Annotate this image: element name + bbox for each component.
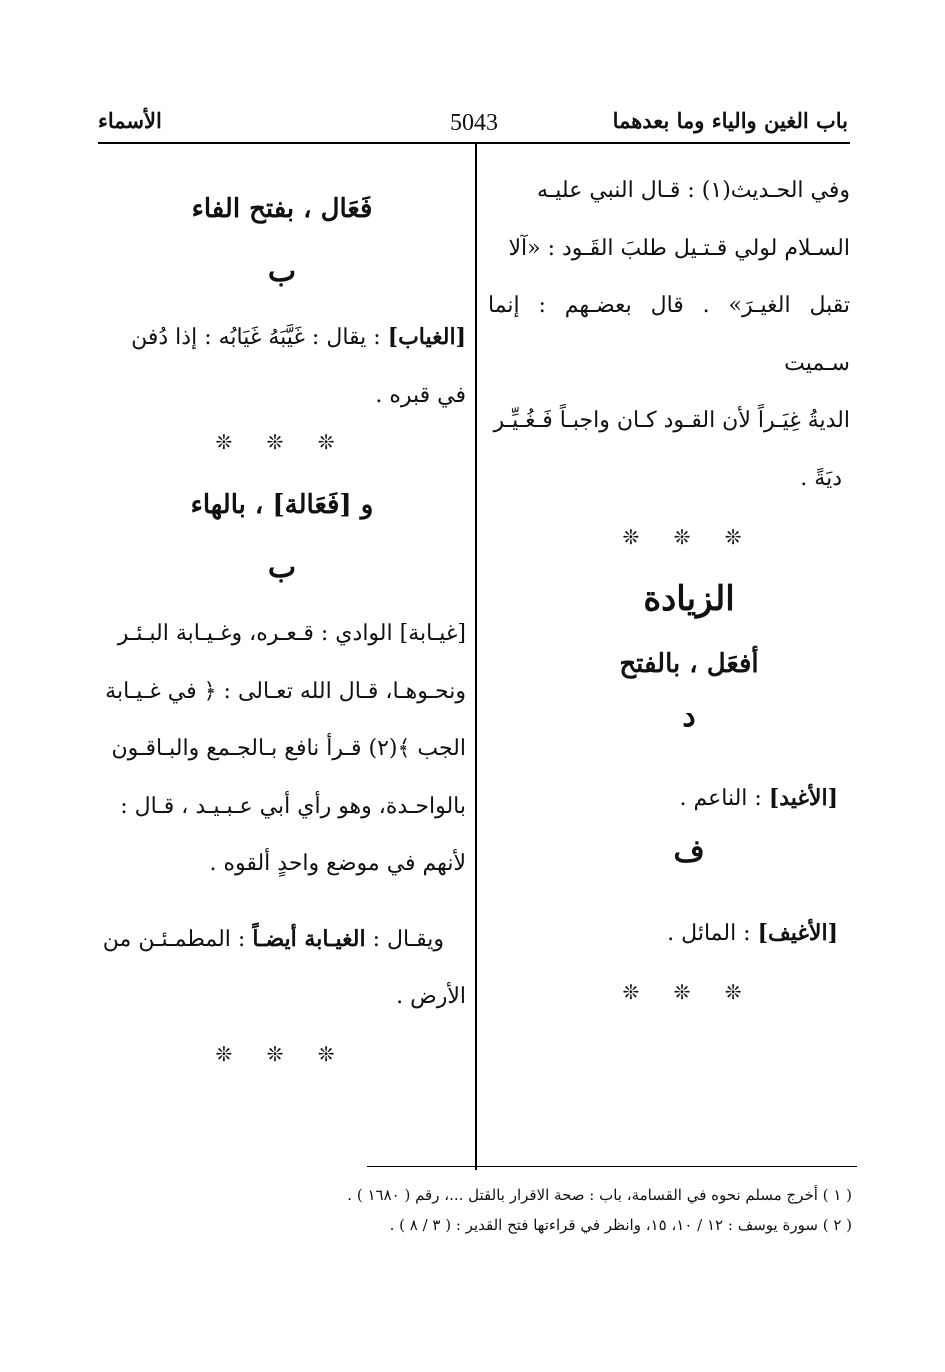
pattern-heading-faala: و [فَعَالة] ، بالهاء	[190, 490, 374, 520]
entry-ghayaba-2-line-2: الأرض .	[396, 984, 466, 1009]
header-rule	[98, 142, 850, 144]
ghayaba-line-4: بالواحـدة، وهو رأي أبي عـبـيـد ، قـال :	[120, 793, 466, 819]
pattern-heading-afal: أفعَل ، بالفتح	[619, 649, 759, 679]
letter-ba: ب	[267, 254, 297, 289]
pattern-heading-faal: فَعَال ، بفتح الفاء	[191, 194, 373, 224]
entry-term: الغيـابة أيضـاً	[252, 925, 366, 952]
entry-aghyaf	[488, 905, 838, 963]
ghayaba-line-3: الجب ﴾(٢) قـرأ نافع بـالجـمع والبـاقـون	[111, 736, 466, 761]
ghayaba-line-5: لأنهم في موضع واحدٍ ألقوه .	[209, 851, 466, 876]
footnote-1: ( ١ ) أخرج مسلم نحوه في القسامة، باب : صحة الاقرار بالقتل ...، رقم ( ١٦٨٠ ) .	[347, 1186, 852, 1204]
entry-ghayaba-2	[98, 911, 444, 969]
entry-definition: : المطمـئـن من	[102, 926, 246, 952]
entry-definition: : المائل .	[667, 920, 751, 946]
entry-ghiyab	[98, 309, 466, 367]
hadith-line-2: السـلام لولي قـتـيل طلبَ القَـود : «آلا	[508, 235, 850, 261]
entry-term: [الأغيد]	[768, 785, 838, 811]
separator-stars: ❊ ❊ ❊	[622, 525, 756, 549]
footnote-2: ( ٢ ) سورة يوسف : ١٢ / ١٠، ١٥، وانظر في قراءتها فتح القدير : ( ٣ / ٨ ) .	[389, 1216, 852, 1234]
letter-ba: ب	[267, 550, 297, 585]
separator-stars: ❊ ❊ ❊	[215, 430, 349, 454]
hadith-line-4: الديةُ غِيَـراً لأن القـود كـان واجبـاً فَـغُـيِّـر	[493, 408, 850, 433]
entry-ghiyab-line-2: في قبره .	[375, 382, 466, 408]
left-column	[98, 150, 466, 1066]
column-divider	[475, 144, 477, 1170]
right-column	[488, 150, 850, 1004]
footnote-rule	[367, 1166, 857, 1167]
letter-fa: ف	[673, 833, 705, 869]
entry-aghyad	[488, 770, 838, 828]
separator-stars: ❊ ❊ ❊	[215, 1041, 349, 1066]
section-title: الأسماء	[98, 108, 162, 133]
entry-definition: : الناعم .	[679, 786, 762, 811]
entry-prefix: ويقـال :	[372, 926, 444, 952]
entry-term: [الأغيف]	[757, 919, 838, 946]
section-heading-ziyada: الزيادة	[643, 579, 735, 619]
page-header	[98, 106, 848, 142]
hadith-line-1: وفي الحـديث(١) : قـال النبي عليـه	[537, 178, 850, 203]
ghayaba-line-2: ونحـوهـا، قـال الله تعـالى : ﴿ في غـيـابة	[105, 678, 466, 704]
page-number: 5043	[450, 110, 498, 136]
hadith-line-5: ديَةً .	[800, 465, 842, 491]
letter-dal: د	[682, 699, 696, 734]
separator-stars: ❊ ❊ ❊	[622, 980, 756, 1004]
entry-definition: : يقال : غَيَّبَهُ غَيَابُه : إذا دُفن	[131, 325, 381, 350]
hadith-line-3: تقبل الغيـرَ» . قال بعضـهم : إنما سـميت	[488, 293, 850, 376]
chapter-title: باب الغين والياء وما بعدهما	[612, 108, 848, 133]
ghayaba-line-1: [غيـابة] الوادي : قـعـره، وغـيـابة البـئـر	[117, 621, 466, 646]
footnotes	[300, 1180, 852, 1240]
entry-term: [الغياب]	[387, 324, 466, 350]
